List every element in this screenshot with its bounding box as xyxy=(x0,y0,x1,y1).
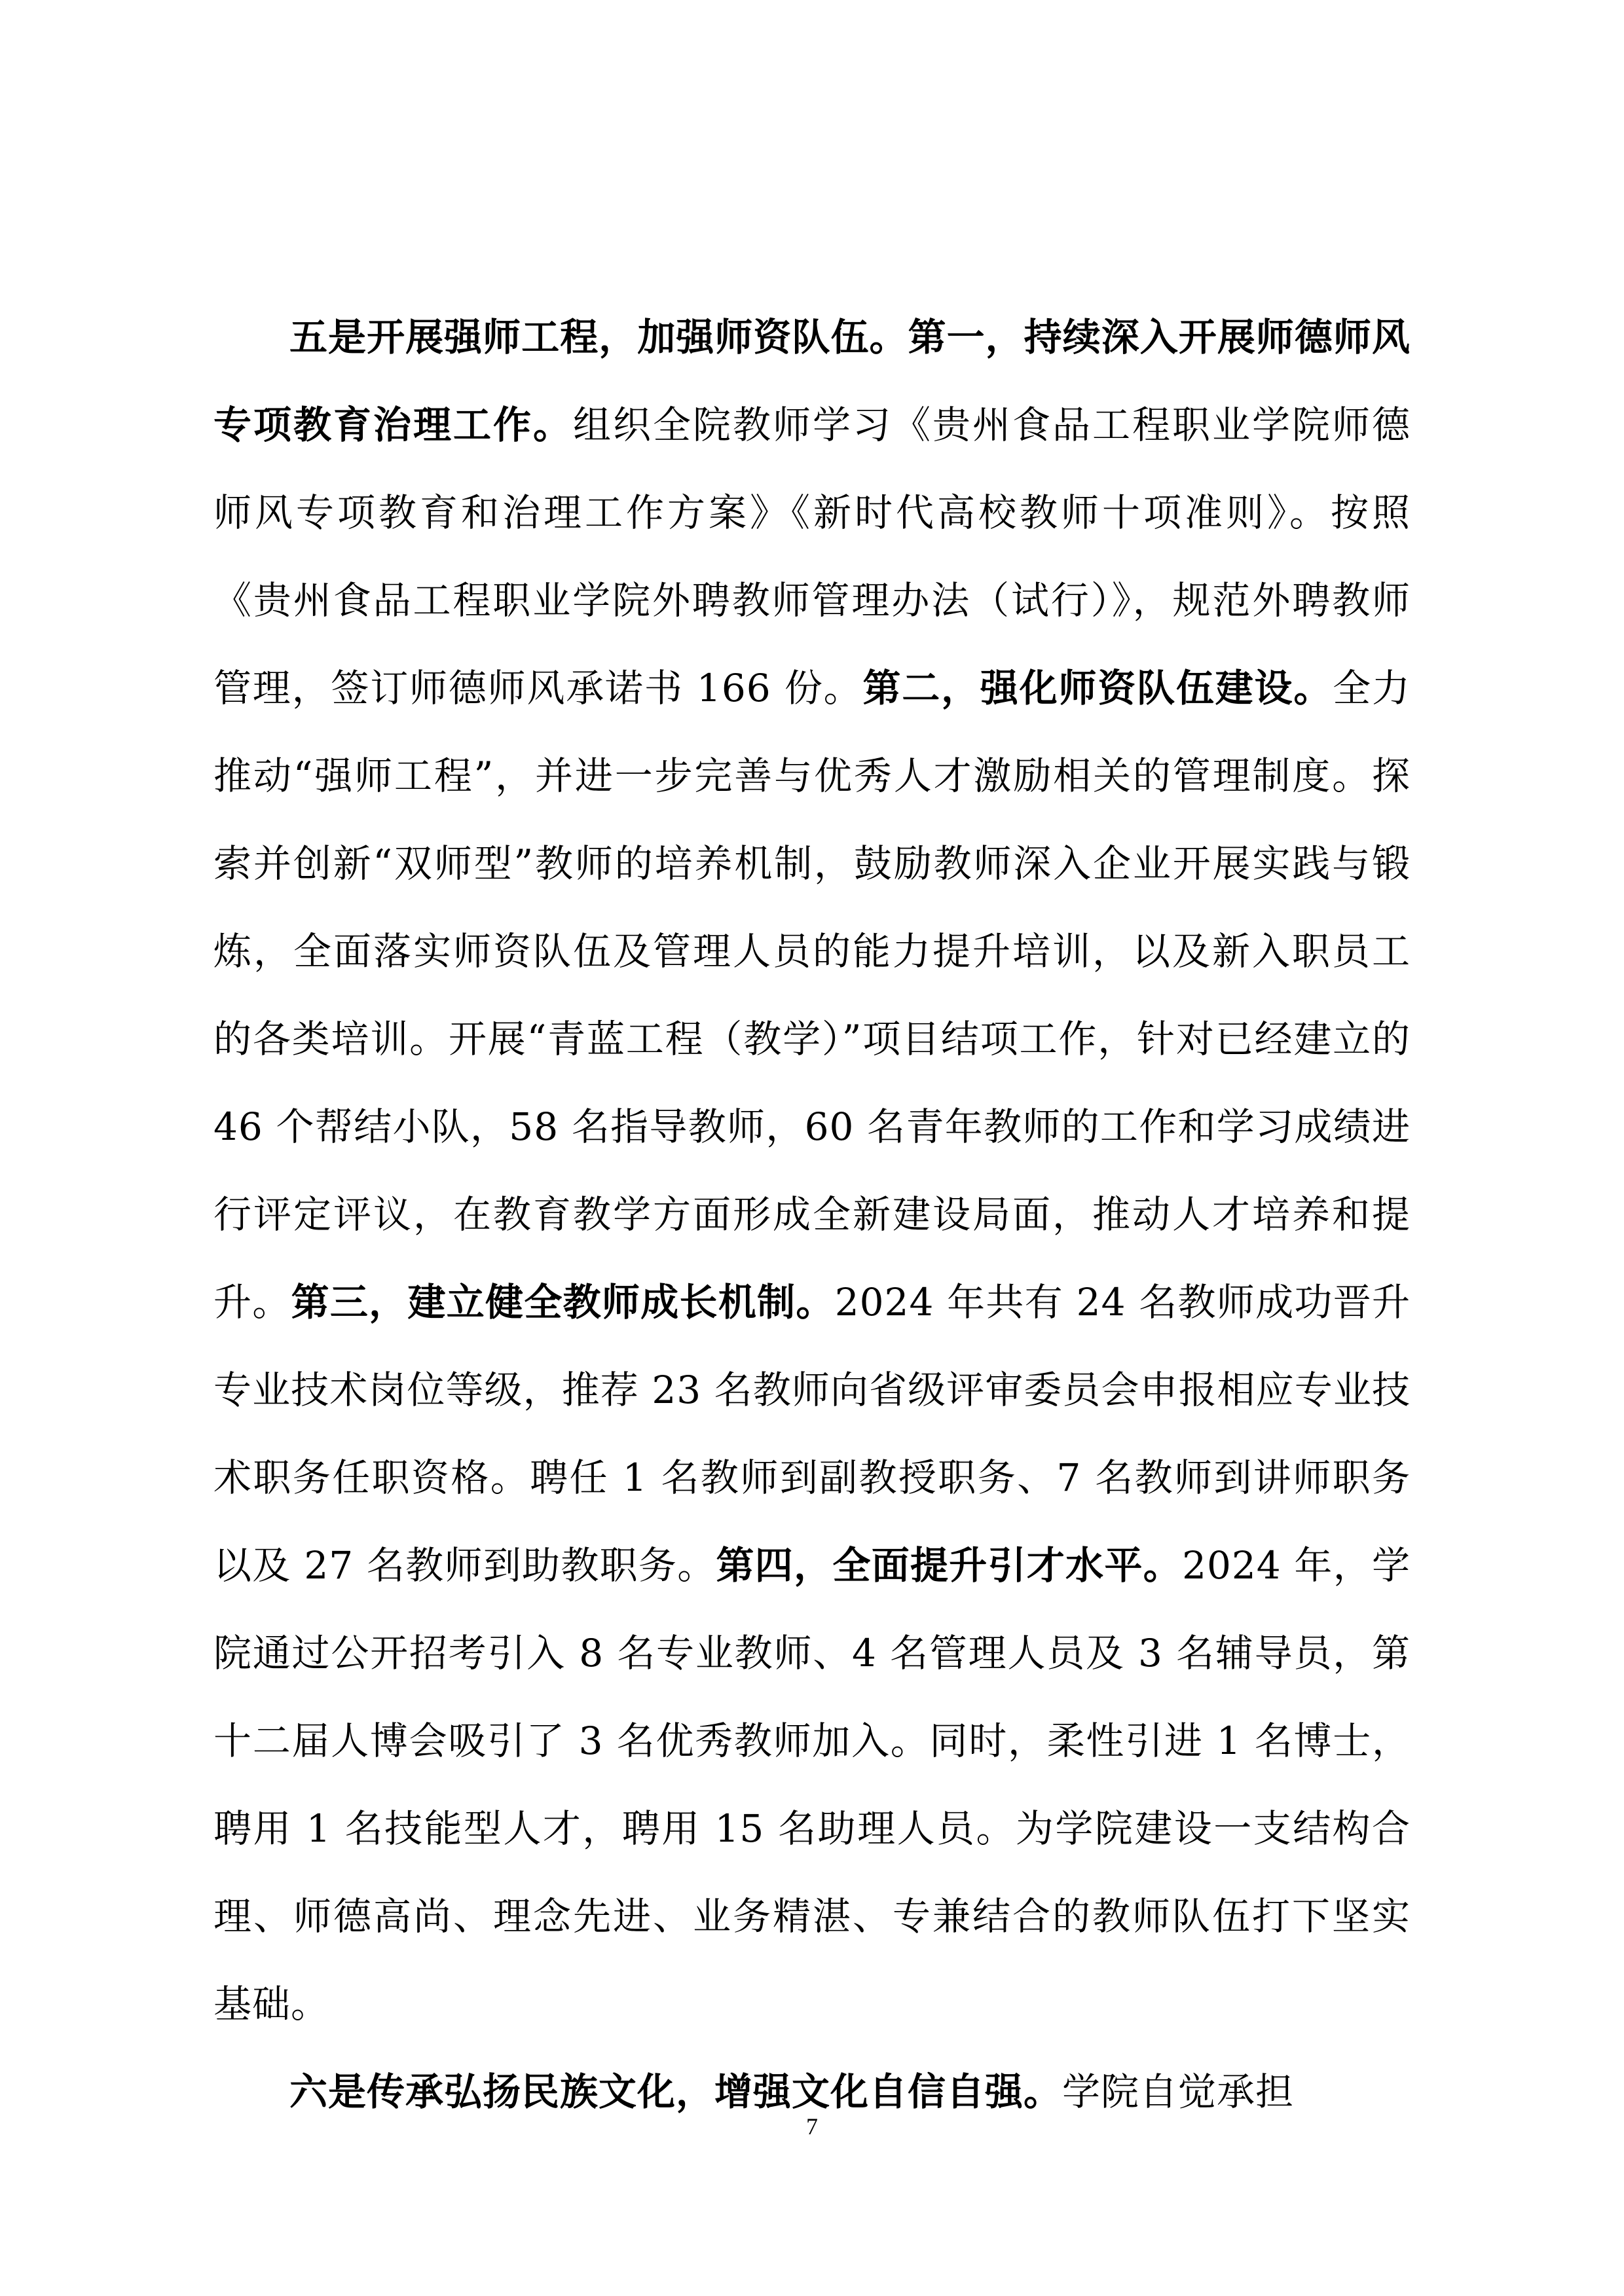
heading-run: 第三，建立健全教师成长机制。 xyxy=(291,1280,835,1324)
text-run: 组织全院教师学习《贵州食品工程职业学院师德师风专项教育和治理工作方案》《新时代高校教师十项准则》。按照《贵州食品工程职业学院外聘教师管理办法（试行）》，规范外聘教师管理，签订师德师风承诺书 166 份。 xyxy=(213,403,1411,710)
text-run: 学院自觉承担 xyxy=(1062,2069,1295,2114)
body-text xyxy=(213,293,1411,2136)
text-run: 全力推动“强师工程”，并进一步完善与优秀人才激励相关的管理制度。探索并创新“双师型”教师的培养机制，鼓励教师深入企业开展实践与锻炼，全面落实师资队伍及管理人员的能力提升培训，以及新入职员工的各类培训。开展“青蓝工程（教学）”项目结项工作，针对已经建立的 46 个帮结小队，58 名指导教师，60 名青年教师的工作和学习成绩进行评定评议，在教育教学方面形成全新建设局面，推动人才培养和提升。 xyxy=(213,666,1411,1324)
heading-run: 第二，强化师资队伍建设。 xyxy=(862,666,1333,710)
heading-run: 五是开展强师工程，加强师资队伍。第一，持续深入开展师德师风专项教育治理工作。 xyxy=(213,315,1411,447)
page-number: 7 xyxy=(806,2113,818,2140)
paragraph-strengthen-teachers xyxy=(213,293,1411,2048)
heading-run: 第四，全面提升引才水平。 xyxy=(716,1543,1183,1588)
heading-run: 六是传承弘扬民族文化，增强文化自信自强。 xyxy=(289,2069,1063,2114)
text-run: 2024 年共有 24 名教师成功晋升专业技术岗位等级，推荐 23 名教师向省级评审委员会申报相应专业技术职务任职资格。聘任 1 名教师到副教授职务、7 名教师到讲师职务以及 27 名教师到助教职务。 xyxy=(213,1280,1411,1588)
text-run: 2024 年，学院通过公开招考引入 8 名专业教师、4 名管理人员及 3 名辅导员，第十二届人博会吸引了 3 名优秀教师加入。同时，柔性引进 1 名博士，聘用 1 名技能型人才，聘用 15 名助理人员。为学院建设一支结构合理、师德高尚、理念先进、业务精湛、专兼结合的教师队伍打下坚实基础。 xyxy=(213,1543,1411,2026)
